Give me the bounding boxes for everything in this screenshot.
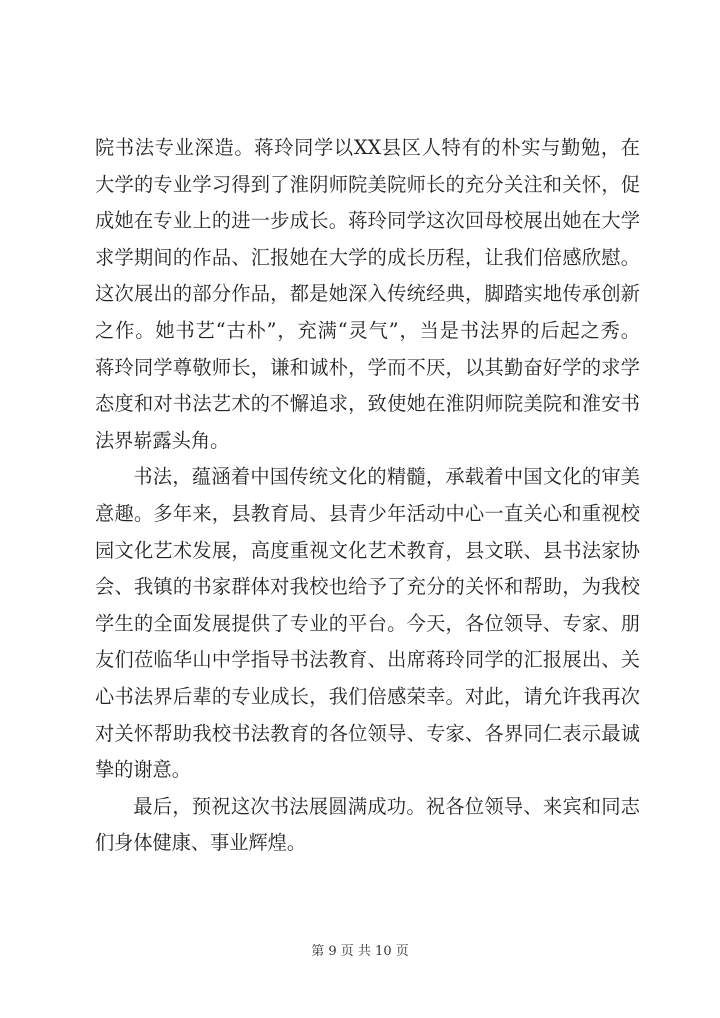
paragraph-2-line-2: 意趣。多年来，县教育局、县青少年活动中心一直关心和重视校 [95,501,640,525]
paragraph-1-line-4: 求学期间的作品、汇报她在大学的成长历程，让我们倍感欣慰。 [95,245,640,269]
paragraph-2-line-6: 友们莅临华山中学指导书法教育、出席蒋玲同学的汇报展出、关 [95,648,640,672]
paragraph-1-line-7: 蒋玲同学尊敬师长，谦和诚朴，学而不厌，以其勤奋好学的求学 [95,355,640,379]
paragraph-2-line-8: 对关怀帮助我校书法教育的各位领导、专家、各界同仁表示最诚 [95,721,640,745]
paragraph-1-line-9: 法界崭露头角。 [95,428,230,452]
paragraph-1-line-3: 成她在专业上的进一步成长。蒋玲同学这次回母校展出她在大学 [95,209,640,233]
paragraph-1-line-6: 之作。她书艺“古朴”，充满“灵气”，当是书法界的后起之秀。 [95,318,640,342]
paragraph-2-line-5: 学生的全面发展提供了专业的平台。今天，各位领导、专家、朋 [95,611,640,635]
document-body [95,130,640,862]
page-number-label: 第 9 页 共 10 页 [311,944,409,959]
paragraph-3-line-2: 们身体健康、事业辉煌。 [95,831,307,855]
paragraph-2-line-7: 心书法界后辈的专业成长，我们倍感荣幸。对此，请允许我再次 [95,684,640,708]
paragraph-1-line-8: 态度和对书法艺术的不懈追求，致使她在淮阴师院美院和淮安书 [95,392,640,416]
paragraph-1-line-1: 院书法专业深造。蒋玲同学以XX县区人特有的朴实与勤勉，在 [95,136,640,159]
paragraph-3-line-1: 最后，预祝这次书法展圆满成功。祝各位领导、来宾和同志 [133,794,640,818]
paragraph-2-line-1: 书法，蕴涵着中国传统文化的精髓，承载着中国文化的审美 [133,465,640,489]
paragraph-2-line-9: 挚的谢意。 [95,758,191,782]
paragraph-2-line-3: 园文化艺术发展，高度重视文化艺术教育，县文联、县书法家协 [95,538,640,562]
page-footer [0,940,720,959]
paragraph-1-line-5: 这次展出的部分作品，都是她深入传统经典，脚踏实地传承创新 [95,282,640,306]
paragraph-1-line-2: 大学的专业学习得到了淮阴师院美院师长的充分关注和关怀，促 [95,172,640,196]
paragraph-2-line-4: 会、我镇的书家群体对我校也给予了充分的关怀和帮助，为我校 [95,575,640,599]
